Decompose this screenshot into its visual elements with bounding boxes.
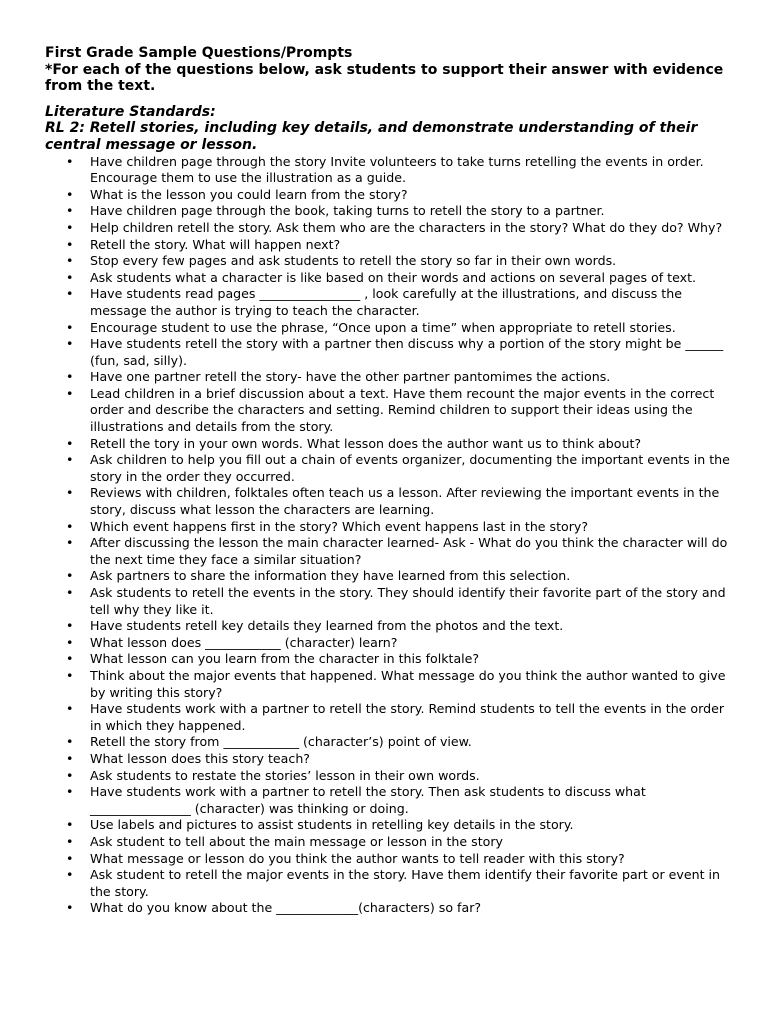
list-item: • What do you know about the _____________(characters) so far? bbox=[45, 900, 735, 917]
list-item: • Have one partner retell the story- have the other partner pantomimes the actions. bbox=[45, 369, 735, 386]
list-item: • Ask student to tell about the main message or lesson in the story bbox=[45, 834, 735, 851]
list-item: • What lesson can you learn from the character in this folktale? bbox=[45, 651, 735, 668]
list-item: • Ask student to retell the major events in the story. Have them identify their favorite part or event in the story. bbox=[45, 867, 735, 900]
list-item: • Have students work with a partner to retell the story. Remind students to tell the events in the order in which they happened. bbox=[45, 701, 735, 734]
list-item: • Retell the story from ____________ (character’s) point of view. bbox=[45, 734, 735, 751]
list-item: • Stop every few pages and ask students to retell the story so far in their own words. bbox=[45, 253, 735, 270]
list-item: • Think about the major events that happened. What message do you think the author wanted to give by writing this story? bbox=[45, 668, 735, 701]
list-item: • Have students retell the story with a partner then discuss why a portion of the story might be ______ (fun, sad, silly). bbox=[45, 336, 735, 369]
list-item: • Retell the tory in your own words. What lesson does the author want us to think about? bbox=[45, 436, 735, 453]
list-item: • What is the lesson you could learn from the story? bbox=[45, 187, 735, 204]
list-item: • Have students read pages ________________ , look carefully at the illustrations, and discuss the message the author is trying to teach the character. bbox=[45, 286, 735, 319]
list-item: • Have children page through the story Invite volunteers to take turns retelling the events in order. Encourage them to use the illustration as a guide. bbox=[45, 154, 735, 187]
prompt-list bbox=[45, 154, 735, 917]
list-item: • Use labels and pictures to assist students in retelling key details in the story. bbox=[45, 817, 735, 834]
list-item: • Ask children to help you fill out a chain of events organizer, documenting the important events in the story in the order they occurred. bbox=[45, 452, 735, 485]
instruction-text: *For each of the questions below, ask students to support their answer with evidence from the text. bbox=[45, 61, 724, 95]
list-item: • After discussing the lesson the main character learned- Ask - What do you think the character will do the next time they face a similar situation? bbox=[45, 535, 735, 568]
standard-text: RL 2: Retell stories, including key details, and demonstrate understanding of their central message or lesson. bbox=[45, 120, 698, 153]
page-title: First Grade Sample Questions/Prompts bbox=[45, 45, 353, 61]
list-item: • Have students work with a partner to retell the story. Then ask students to discuss what ________________ (character) was thinking or doing. bbox=[45, 784, 735, 817]
list-item: • What lesson does this story teach? bbox=[45, 751, 735, 768]
list-item: • Have students retell key details they learned from the photos and the text. bbox=[45, 618, 735, 635]
list-item: • Ask students what a character is like based on their words and actions on several pages of text. bbox=[45, 270, 735, 287]
spacer bbox=[45, 95, 735, 104]
document-content bbox=[45, 45, 735, 917]
list-item: • Have children page through the book, taking turns to retell the story to a partner. bbox=[45, 203, 735, 220]
list-item: • What lesson does ____________ (character) learn? bbox=[45, 635, 735, 652]
list-item: • Help children retell the story. Ask them who are the characters in the story? What do they do? Why? bbox=[45, 220, 735, 237]
list-item: • Ask students to restate the stories’ lesson in their own words. bbox=[45, 768, 735, 785]
list-item: • Ask students to retell the events in the story. They should identify their favorite part of the story and tell why they like it. bbox=[45, 585, 735, 618]
list-item: • Ask partners to share the information they have learned from this selection. bbox=[45, 568, 735, 585]
section-heading: Literature Standards: bbox=[45, 103, 216, 120]
list-item: • What message or lesson do you think the author wants to tell reader with this story? bbox=[45, 851, 735, 868]
list-item: • Encourage student to use the phrase, “Once upon a time” when appropriate to retell stories. bbox=[45, 320, 735, 337]
list-item: • Which event happens first in the story? Which event happens last in the story? bbox=[45, 519, 735, 536]
list-item: • Lead children in a brief discussion about a text. Have them recount the major events in the correct order and describe the characters and setting. Remind children to support their ideas using the illustrations and details from the story. bbox=[45, 386, 735, 436]
list-item: • Reviews with children, folktales often teach us a lesson. After reviewing the important events in the story, discuss what lesson the characters are learning. bbox=[45, 485, 735, 518]
list-item: • Retell the story. What will happen next? bbox=[45, 237, 735, 254]
